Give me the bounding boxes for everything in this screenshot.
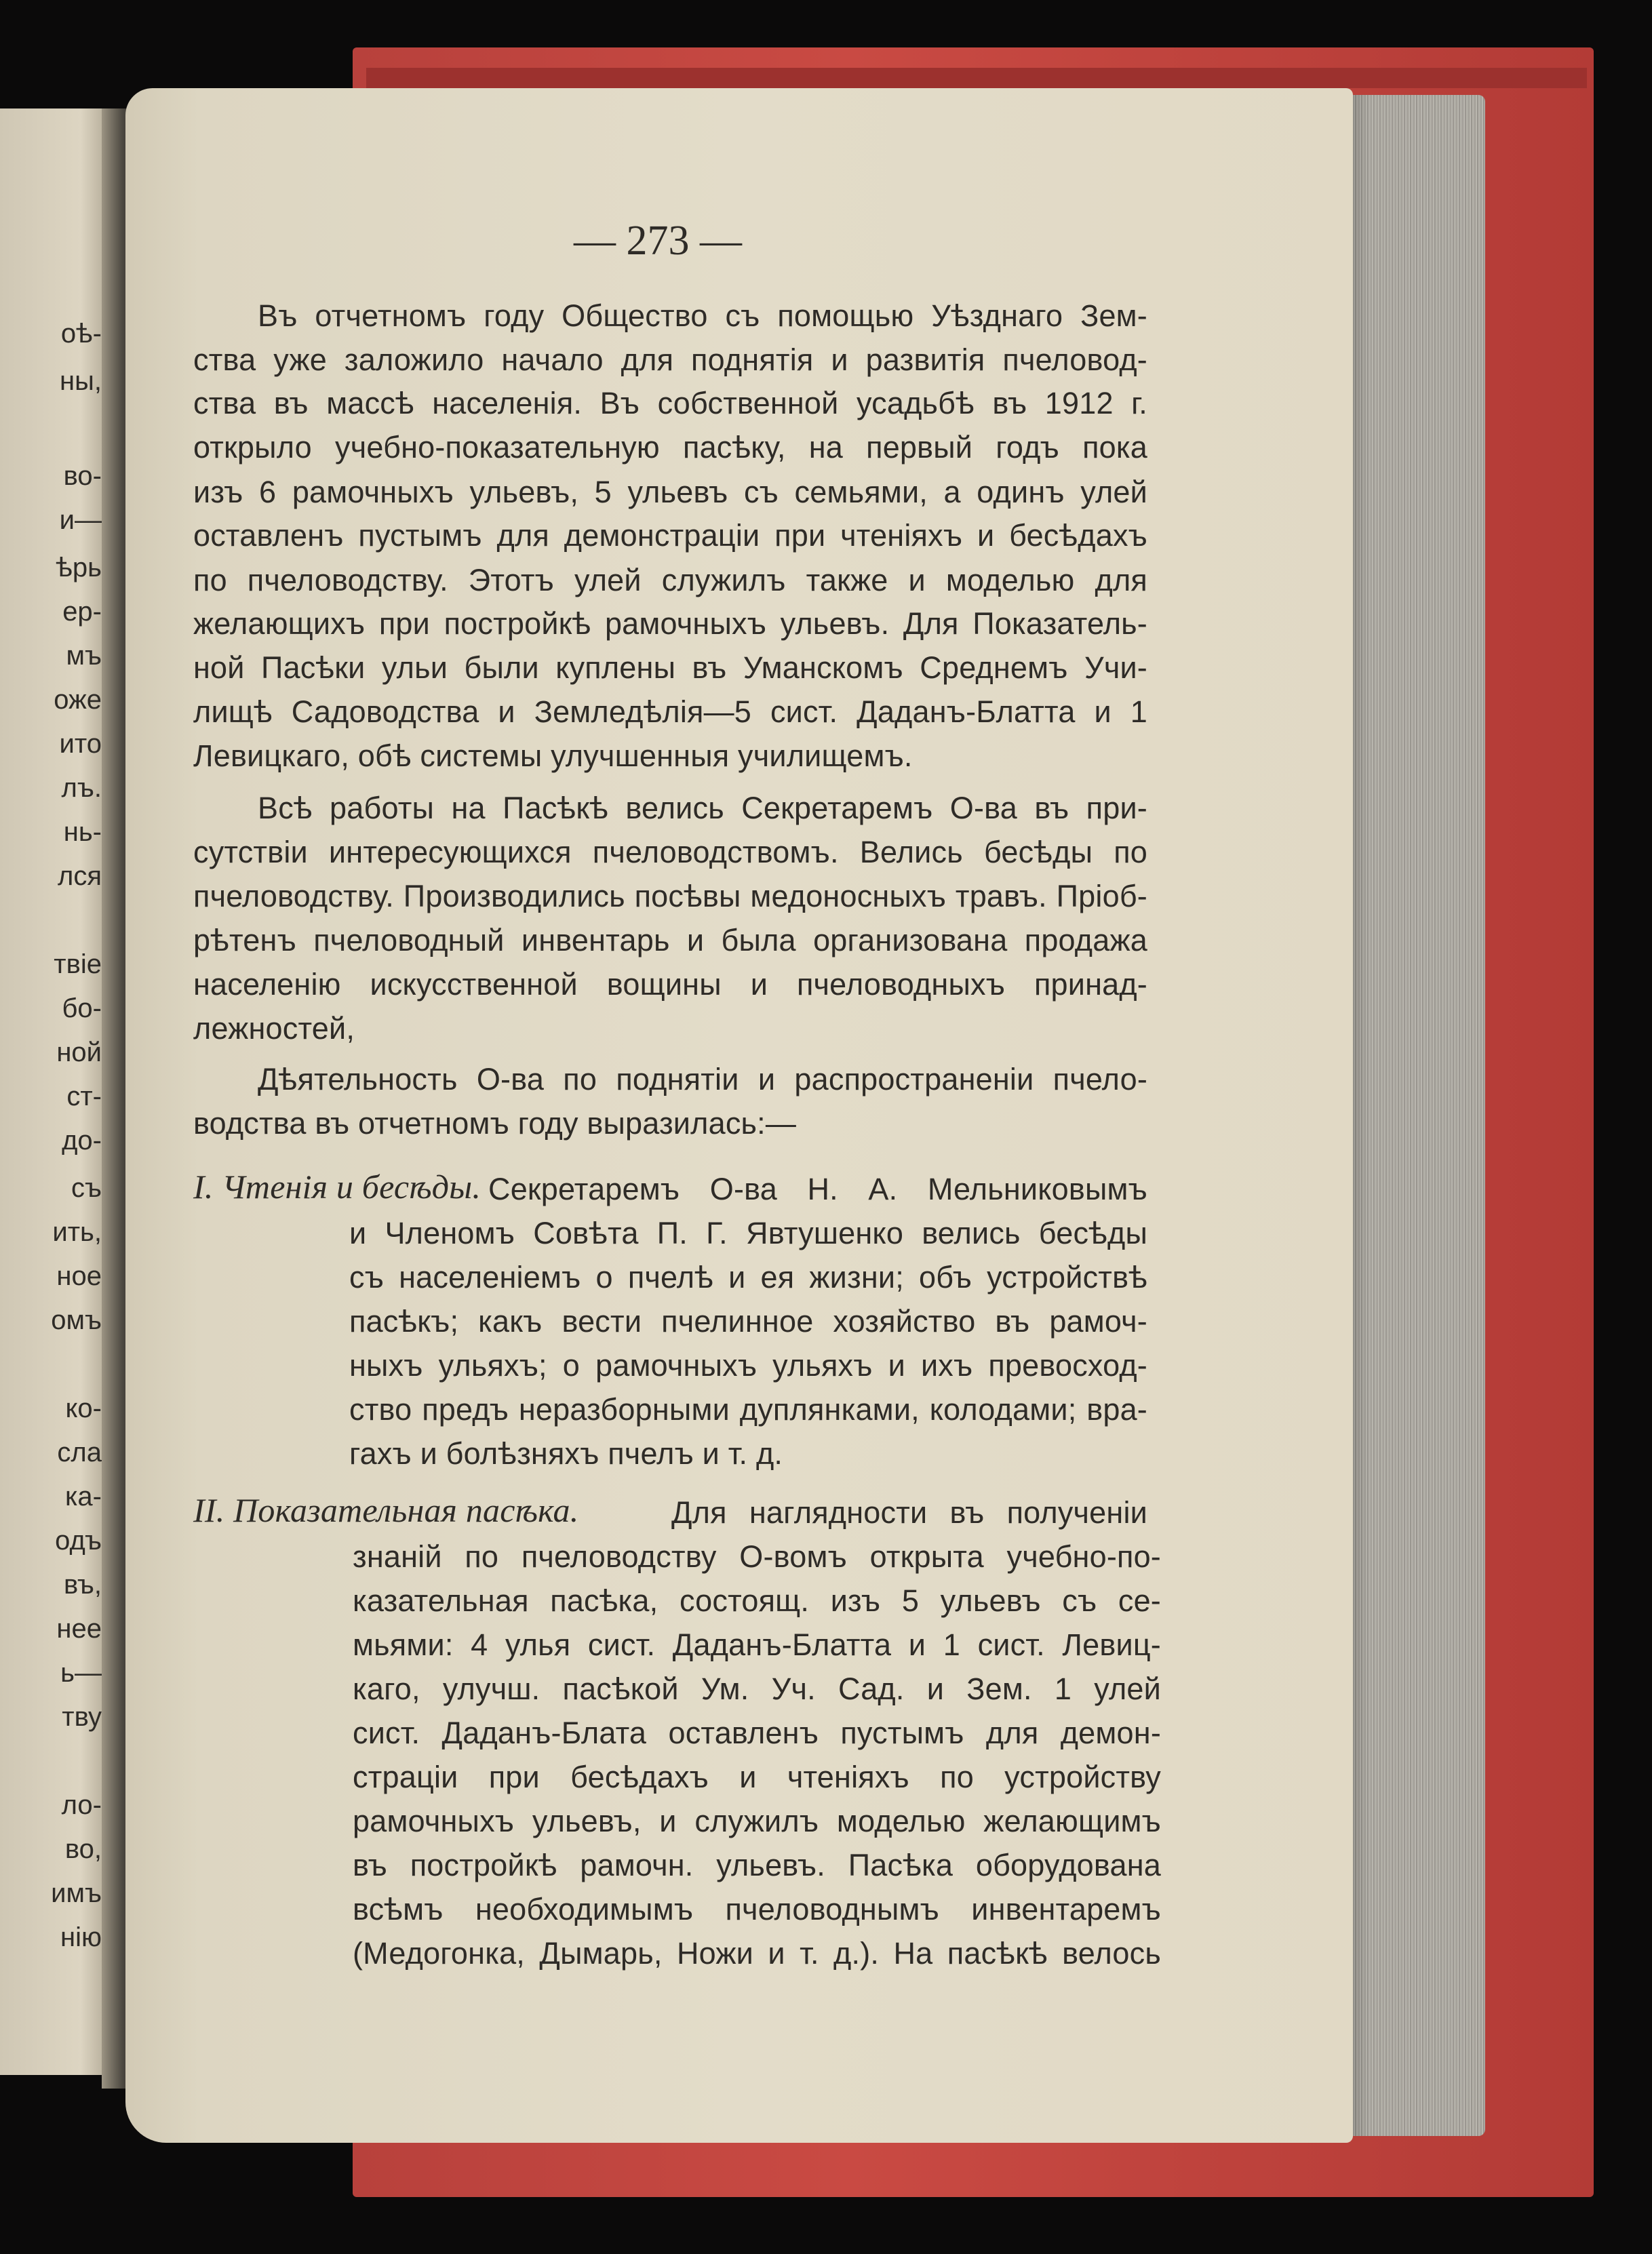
section-2-line: страціи при бесѣдахъ и чтеніяхъ по устройству xyxy=(353,1760,1161,1794)
left-page-fragment: ст- xyxy=(66,1082,102,1111)
page-number: — 273 — xyxy=(574,218,742,264)
paragraph-2-line: Всѣ работы на Пасѣкѣ велись Секретаремъ О-ва въ при- xyxy=(258,791,1147,825)
left-page-fragment: нь- xyxy=(63,817,102,847)
left-page-fragment: лся xyxy=(58,861,102,891)
section-1-line: и Членомъ Совѣта П. Г. Явтушенко велись бесѣды xyxy=(349,1216,1147,1250)
section-1-line: съ населеніемъ о пчелѣ и ея жизни; объ устройствѣ xyxy=(349,1260,1147,1294)
paragraph-1-line: Левицкаго, обѣ системы улучшенныя училищемъ. xyxy=(193,738,913,773)
paragraph-1-line: ства въ массѣ населенія. Въ собственной усадьбѣ въ 1912 г. xyxy=(193,386,1147,420)
left-page-fragment: ной xyxy=(56,1037,102,1067)
section-2-line: рамочныхъ ульевъ, и служилъ моделью желающимъ xyxy=(353,1804,1161,1838)
left-page-fragment: ное xyxy=(56,1261,102,1291)
left-page-fragment: во- xyxy=(63,461,102,491)
left-page-fragment: омъ xyxy=(51,1305,102,1335)
section-2-line: знаній по пчеловодству О-вомъ открыта учебно-по- xyxy=(353,1539,1161,1574)
section-2-line: (Медогонка, Дымарь, Ножи и т. д.). На пасѣкѣ велось xyxy=(353,1936,1161,1971)
section-1-line: пасѣкъ; какъ вести пчелинное хозяйство въ рамоч- xyxy=(349,1304,1147,1339)
left-page-fragment: оѣ- xyxy=(60,319,102,349)
left-page-fragment: нее xyxy=(56,1614,102,1644)
paragraph-1-line: оставленъ пустымъ для демонстраціи при чтеніяхъ и бесѣдахъ xyxy=(193,518,1147,553)
paragraph-1-line: изъ 6 рамочныхъ ульевъ, 5 ульевъ съ семьями, а одинъ улей xyxy=(193,475,1147,509)
left-page-fragment: твіе xyxy=(54,949,102,979)
paragraph-2-line: рѣтенъ пчеловодный инвентарь и была организована продажа xyxy=(193,923,1147,957)
paragraph-3-line: водства въ отчетномъ году выразилась:— xyxy=(193,1106,797,1141)
left-page-fragment: ить, xyxy=(52,1217,102,1247)
left-page-fragment: лъ. xyxy=(61,773,102,803)
section-2-heading: II. Показательная пасѣка. xyxy=(193,1491,579,1529)
section-2-line: каго, улучш. пасѣкой Ум. Уч. Сад. и Зем. 1 улей xyxy=(353,1672,1161,1706)
left-page-fragment: ито xyxy=(59,729,102,759)
left-page-fragment: въ, xyxy=(63,1570,102,1600)
left-page-fragment: мъ xyxy=(66,641,102,671)
cover-edge xyxy=(366,68,1587,88)
paragraph-2-line: пчеловодству. Производились посѣвы медоносныхъ травъ. Пріоб- xyxy=(193,879,1147,913)
section-2-line: сист. Даданъ-Блата оставленъ пустымъ для демон- xyxy=(353,1716,1161,1750)
left-page-fragment: ны, xyxy=(60,366,102,396)
left-page-fragment: ка- xyxy=(65,1482,102,1511)
left-page-fragment: одъ xyxy=(55,1526,102,1556)
left-page-fragment: нію xyxy=(60,1922,102,1952)
left-page-fragment: оже xyxy=(54,685,102,715)
section-2-line: всѣмъ необходимымъ пчеловоднымъ инвентаремъ xyxy=(353,1892,1161,1926)
section-2-first-line: Для наглядности въ полученіи xyxy=(671,1495,1147,1530)
paragraph-1-line: желающихъ при постройкѣ рамочныхъ ульевъ. Для Показатель- xyxy=(193,606,1147,641)
section-1-first-line: Секретаремъ О-ва Н. А. Мельниковымъ xyxy=(488,1172,1147,1206)
paragraph-1-line: лищѣ Садоводства и Земледѣлія—5 сист. Даданъ-Блатта и 1 xyxy=(193,694,1147,729)
section-1-line: ство предъ неразборными дуплянками, колодами; вра- xyxy=(349,1392,1147,1427)
paragraph-2-line: лежностей, xyxy=(193,1011,355,1046)
left-page-fragment: ѣрь xyxy=(56,553,102,582)
section-2-line: въ постройкѣ рамочн. ульевъ. Пасѣка оборудована xyxy=(353,1848,1161,1882)
paragraph-3-line: Дѣятельность О-ва по поднятіи и распространеніи пчело- xyxy=(258,1062,1147,1096)
paragraph-1-first-line: Въ отчетномъ году Общество съ помощью Уѣзднаго Зем- xyxy=(258,298,1147,333)
paragraph-1-line: открыло учебно-показательную пасѣку, на первый годъ пока xyxy=(193,430,1147,464)
paragraph-2-line: населенію искусственной вощины и пчеловодныхъ принад- xyxy=(193,967,1147,1002)
paragraph-1-line: ства уже заложило начало для поднятія и развитія пчеловод- xyxy=(193,342,1147,377)
section-1-heading: I. Чтенія и бесѣды. xyxy=(193,1168,481,1206)
paragraph-2-line: сутствіи интересующихся пчеловодствомъ. Велись бесѣды по xyxy=(193,835,1147,869)
paragraph-1-line: ной Пасѣки ульи были куплены въ Уманскомъ Среднемъ Учи- xyxy=(193,650,1147,685)
left-page-fragment: имъ xyxy=(51,1878,102,1908)
section-2-line: мьями: 4 улья сист. Даданъ-Блатта и 1 сист. Левиц- xyxy=(353,1627,1161,1662)
section-1-line: гахъ и болѣзняхъ пчелъ и т. д. xyxy=(349,1436,783,1471)
left-page-fragment: съ xyxy=(71,1173,102,1203)
left-page-fragment: тву xyxy=(62,1702,102,1732)
left-page-fragment: ло- xyxy=(61,1790,102,1820)
left-page-fragment: и— xyxy=(59,505,102,535)
paragraph-1-line: по пчеловодству. Этотъ улей служилъ также и моделью для xyxy=(193,563,1147,597)
left-page-fragment: ь— xyxy=(60,1658,102,1688)
left-page-fragment: ко- xyxy=(65,1393,102,1423)
section-2-line: казательная пасѣка, состоящ. изъ 5 ульевъ съ се- xyxy=(353,1583,1161,1618)
left-page-fragment: бо- xyxy=(62,993,102,1023)
left-page-fragment: сла xyxy=(57,1438,102,1467)
section-1-line: ныхъ ульяхъ; о рамочныхъ ульяхъ и ихъ превосход- xyxy=(349,1348,1147,1383)
left-page-fragment: во, xyxy=(64,1834,102,1864)
left-page-fragment: до- xyxy=(62,1126,102,1155)
left-page-fragment: ер- xyxy=(62,597,102,627)
